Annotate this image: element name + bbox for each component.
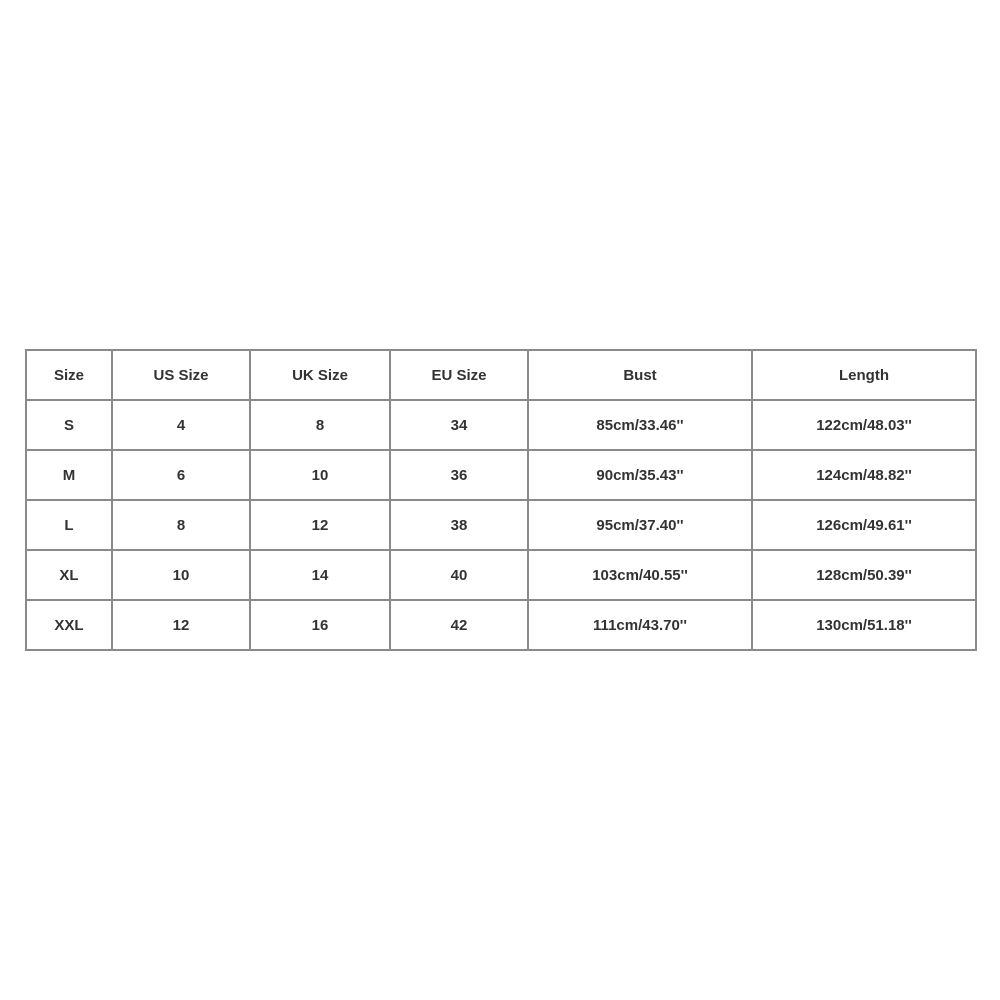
cell-length: 124cm/48.82'' xyxy=(752,450,976,500)
table-row xyxy=(26,500,976,550)
cell-size: XL xyxy=(26,550,112,600)
cell-length: 130cm/51.18'' xyxy=(752,600,976,650)
column-header-length: Length xyxy=(752,350,976,400)
table-row xyxy=(26,400,976,450)
cell-uk-size: 10 xyxy=(250,450,390,500)
cell-us-size: 4 xyxy=(112,400,250,450)
column-header-bust: Bust xyxy=(528,350,752,400)
cell-eu-size: 36 xyxy=(390,450,528,500)
column-header-us-size: US Size xyxy=(112,350,250,400)
cell-eu-size: 38 xyxy=(390,500,528,550)
cell-size: XXL xyxy=(26,600,112,650)
cell-size: L xyxy=(26,500,112,550)
cell-bust: 103cm/40.55'' xyxy=(528,550,752,600)
cell-uk-size: 12 xyxy=(250,500,390,550)
cell-us-size: 6 xyxy=(112,450,250,500)
table-header-row xyxy=(26,350,976,400)
cell-bust: 95cm/37.40'' xyxy=(528,500,752,550)
cell-eu-size: 42 xyxy=(390,600,528,650)
table-row xyxy=(26,550,976,600)
table-row xyxy=(26,600,976,650)
cell-eu-size: 34 xyxy=(390,400,528,450)
cell-uk-size: 8 xyxy=(250,400,390,450)
cell-us-size: 10 xyxy=(112,550,250,600)
cell-eu-size: 40 xyxy=(390,550,528,600)
cell-bust: 85cm/33.46'' xyxy=(528,400,752,450)
cell-size: S xyxy=(26,400,112,450)
size-chart-table xyxy=(25,349,977,651)
column-header-uk-size: UK Size xyxy=(250,350,390,400)
cell-us-size: 8 xyxy=(112,500,250,550)
table-row xyxy=(26,450,976,500)
cell-length: 122cm/48.03'' xyxy=(752,400,976,450)
cell-bust: 111cm/43.70'' xyxy=(528,600,752,650)
cell-uk-size: 14 xyxy=(250,550,390,600)
column-header-eu-size: EU Size xyxy=(390,350,528,400)
cell-length: 128cm/50.39'' xyxy=(752,550,976,600)
cell-uk-size: 16 xyxy=(250,600,390,650)
cell-us-size: 12 xyxy=(112,600,250,650)
column-header-size: Size xyxy=(26,350,112,400)
cell-length: 126cm/49.61'' xyxy=(752,500,976,550)
cell-bust: 90cm/35.43'' xyxy=(528,450,752,500)
cell-size: M xyxy=(26,450,112,500)
